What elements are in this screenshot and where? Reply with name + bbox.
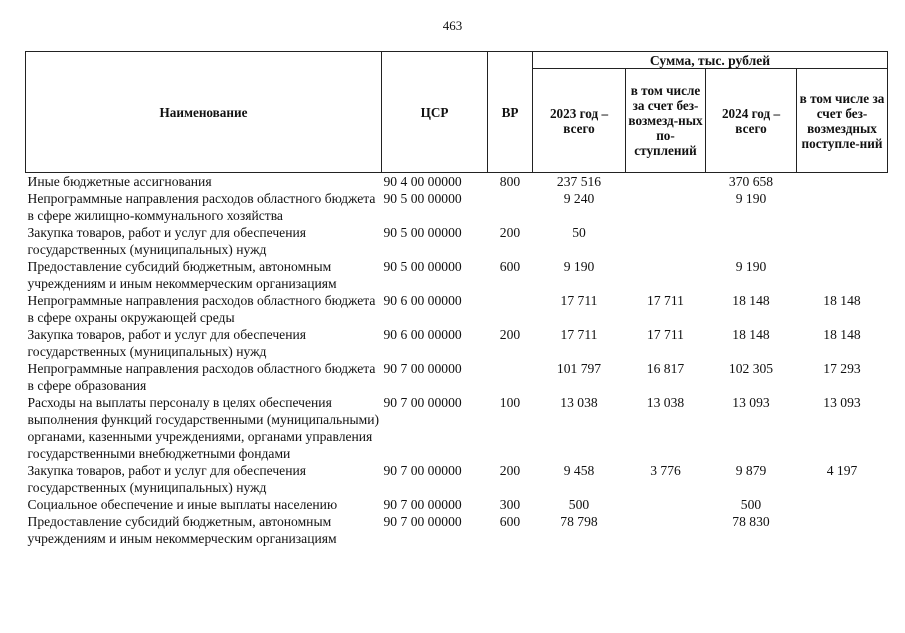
row-2023-gratuitous: 3 776 <box>650 463 681 478</box>
row-vr: 800 <box>499 174 521 189</box>
row-2023-gratuitous <box>626 173 706 191</box>
row-2024-total: 500 <box>740 497 762 512</box>
row-2024-gratuitous: 18 148 <box>823 293 861 308</box>
row-csr: 90 7 00 00000 <box>383 395 462 410</box>
row-vr: 200 <box>499 225 521 240</box>
row-name: Иные бюджетные ассигнования <box>27 174 212 189</box>
header-2023-gratuitous: в том числе за счет без-возмезд-ных по-ступлений <box>626 69 706 173</box>
row-csr: 90 7 00 00000 <box>383 514 462 529</box>
row-2024-total: 9 190 <box>735 259 767 274</box>
row-2023-gratuitous: 17 711 <box>647 327 684 342</box>
table-row <box>26 394 888 462</box>
row-2024-total: 18 148 <box>732 327 770 342</box>
row-2023-total: 9 458 <box>563 463 595 478</box>
row-vr <box>488 360 533 394</box>
budget-table <box>25 51 888 547</box>
row-vr: 100 <box>499 395 521 410</box>
row-csr: 90 6 00 00000 <box>383 327 462 342</box>
row-name: Непрограммные направления расходов областного бюджета в сфере охраны окружающей среды <box>27 293 376 325</box>
row-csr: 90 7 00 00000 <box>383 361 462 376</box>
table-row <box>26 258 888 292</box>
header-sum: Сумма, тыс. рублей <box>533 52 888 69</box>
row-2024-total: 13 093 <box>732 395 770 410</box>
row-2024-gratuitous <box>797 258 888 292</box>
table-row <box>26 326 888 360</box>
row-2023-gratuitous <box>626 258 706 292</box>
header-2023-total: 2023 год – всего <box>533 69 626 173</box>
row-vr: 300 <box>499 497 521 512</box>
row-2023-total: 17 711 <box>560 293 598 308</box>
row-csr: 90 7 00 00000 <box>383 497 462 512</box>
row-2024-total <box>706 224 797 258</box>
row-name: Предоставление субсидий бюджетным, автономным учреждениям и иным некоммерческим организациям <box>27 259 337 291</box>
header-2024-total: 2024 год – всего <box>706 69 797 173</box>
row-csr: 90 5 00 00000 <box>383 191 462 206</box>
row-2024-gratuitous <box>797 173 888 191</box>
row-2023-total: 101 797 <box>556 361 602 376</box>
row-2024-gratuitous: 13 093 <box>823 395 861 410</box>
row-2023-total: 500 <box>568 497 590 512</box>
row-2023-total: 78 798 <box>560 514 598 529</box>
row-vr <box>488 190 533 224</box>
row-name: Закупка товаров, работ и услуг для обеспечения государственных (муниципальных) нужд <box>27 225 306 257</box>
header-name: Наименование <box>26 52 382 173</box>
row-2023-total: 17 711 <box>560 327 598 342</box>
row-csr: 90 4 00 00000 <box>383 174 462 189</box>
row-csr: 90 5 00 00000 <box>383 225 462 240</box>
row-2023-total: 237 516 <box>556 174 602 189</box>
row-name: Закупка товаров, работ и услуг для обеспечения государственных (муниципальных) нужд <box>27 327 306 359</box>
row-2023-gratuitous: 17 711 <box>647 293 684 308</box>
row-name: Закупка товаров, работ и услуг для обеспечения государственных (муниципальных) нужд <box>27 463 306 495</box>
header-2024-gratuitous: в том числе за счет без-возмездных поступле-ний <box>797 69 888 173</box>
table-row <box>26 292 888 326</box>
row-2024-gratuitous: 18 148 <box>823 327 861 342</box>
row-name: Предоставление субсидий бюджетным, автономным учреждениям и иным некоммерческим организациям <box>27 514 337 546</box>
row-2023-gratuitous <box>626 224 706 258</box>
row-2024-total: 9 190 <box>735 191 767 206</box>
row-2023-total: 50 <box>572 225 586 240</box>
row-2024-gratuitous: 4 197 <box>826 463 858 478</box>
row-2024-total: 9 879 <box>735 463 767 478</box>
row-2023-gratuitous <box>626 496 706 513</box>
row-2024-total: 102 305 <box>728 361 774 376</box>
row-2023-total: 9 240 <box>563 191 595 206</box>
row-name: Расходы на выплаты персоналу в целях обеспечения выполнения функций государственными (муниципальными) органами, казенными учреждениями, органами управления государственными внебюджетными фондами <box>27 395 380 461</box>
row-2023-gratuitous <box>626 513 706 547</box>
row-csr: 90 7 00 00000 <box>383 463 462 478</box>
row-vr: 600 <box>499 514 521 529</box>
table-body <box>26 173 888 548</box>
row-name: Непрограммные направления расходов областного бюджета в сфере образования <box>27 361 376 393</box>
row-2023-gratuitous: 16 817 <box>646 361 685 376</box>
table-row <box>26 513 888 547</box>
row-2024-gratuitous <box>797 224 888 258</box>
header-csr: ЦСР <box>382 52 488 173</box>
table-row <box>26 360 888 394</box>
row-csr: 90 6 00 00000 <box>383 293 462 308</box>
row-2023-gratuitous <box>626 190 706 224</box>
row-vr: 200 <box>499 463 521 478</box>
header-vr: ВР <box>488 52 533 173</box>
table-row <box>26 173 888 191</box>
row-2024-gratuitous <box>797 190 888 224</box>
row-vr <box>488 292 533 326</box>
row-name: Непрограммные направления расходов областного бюджета в сфере жилищно-коммунального хозяйства <box>27 191 376 223</box>
row-2024-gratuitous <box>797 496 888 513</box>
row-2024-total: 18 148 <box>732 293 770 308</box>
row-2024-gratuitous: 17 293 <box>823 361 861 376</box>
row-2024-total: 78 830 <box>732 514 770 529</box>
table-header <box>26 52 888 173</box>
row-2023-total: 13 038 <box>560 395 598 410</box>
table-row <box>26 224 888 258</box>
row-name: Социальное обеспечение и иные выплаты населению <box>27 497 338 512</box>
row-2023-gratuitous: 13 038 <box>646 395 685 410</box>
row-csr: 90 5 00 00000 <box>383 259 462 274</box>
page-number: 463 <box>442 18 463 33</box>
row-vr: 200 <box>499 327 521 342</box>
row-2023-total: 9 190 <box>563 259 595 274</box>
table-row <box>26 190 888 224</box>
table-row <box>26 496 888 513</box>
row-vr: 600 <box>499 259 521 274</box>
table-row <box>26 462 888 496</box>
row-2024-total: 370 658 <box>728 174 774 189</box>
row-2024-gratuitous <box>797 513 888 547</box>
